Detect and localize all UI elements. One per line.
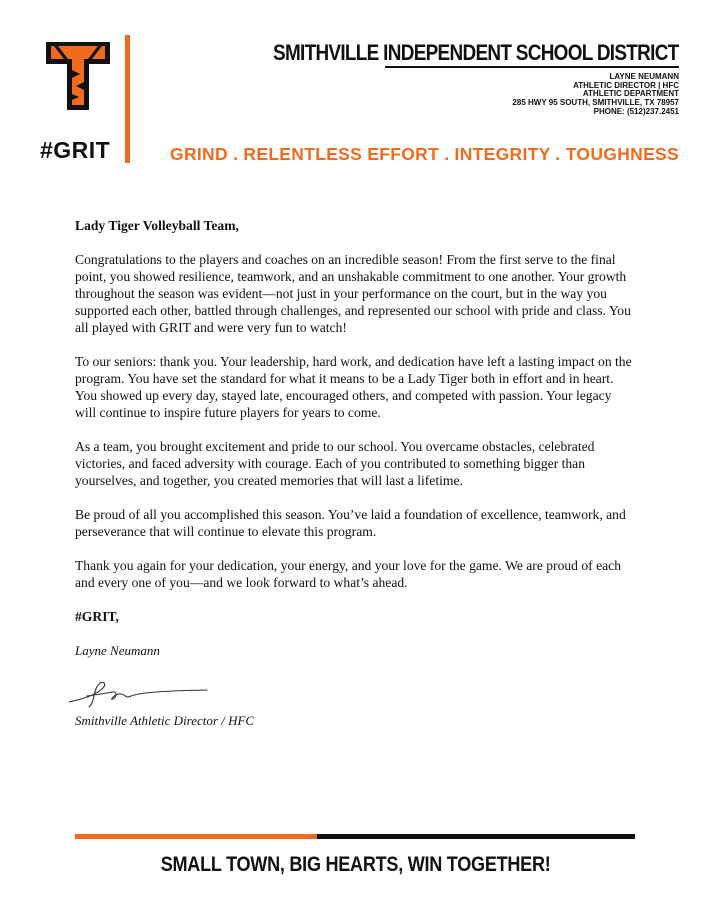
letter-paragraph: Congratulations to the players and coaches on an incredible season! From the first serve to the final point, you showed resilience, teamwork, and an unshakable commitment to one another. Your growth throughout the season was evident—not just in your performance on the court, but in the way you supported each other, battled through challenges, and represented our school with pride and class. You all played with GRIT and were very fun to watch! <box>75 252 631 335</box>
closing: #GRIT, <box>75 609 119 624</box>
letter-paragraph: As a team, you brought excitement and pride to our school. You overcame obstacles, celebrated victories, and faced adversity with courage. Each of you contributed to something bigger than yourselves, and together, you created memories that will last a lifetime. <box>75 439 595 488</box>
salutation: Lady Tiger Volleyball Team, <box>75 218 239 233</box>
footer-bar-black <box>317 834 635 839</box>
district-rule <box>385 66 679 68</box>
footer-slogan-text: SMALL TOWN, BIG HEARTS, WIN TOGETHER! <box>160 853 551 876</box>
district-name: SMITHVILLE INDEPENDENT SCHOOL DISTRICT <box>273 40 679 65</box>
signer-name: Layne Neumann <box>75 643 160 658</box>
footer-bar-orange <box>75 834 317 839</box>
contact-line: PHONE: (512)237.2451 <box>593 106 679 116</box>
contact-line: ATHLETIC DIRECTOR | HFC <box>573 80 679 90</box>
letter-paragraph: Thank you again for your dedication, your energy, and your love for the game. We are proud of each and every one of you—and we look forward to what’s ahead. <box>75 558 621 590</box>
footer-slogan <box>0 853 711 877</box>
letter-paragraph: To our seniors: thank you. Your leadership, hard work, and dedication have left a lasting impact on the program. You have set the standard for what it means to be a Lady Tiger both in effort and in heart. You showed up every day, stayed late, encouraged others, and competed with passion. Your legacy will continue to inspire future players for years to come. <box>75 354 632 420</box>
tiger-t-logo <box>44 40 112 112</box>
letter-paragraph: Be proud of all you accomplished this season. You’ve laid a foundation of excellence, teamwork, and perseverance that will continue to elevate this program. <box>75 507 626 539</box>
contact-line: 285 HWY 95 SOUTH, SMITHVILLE, TX 78957 <box>512 98 679 108</box>
letter-body <box>75 217 635 746</box>
handwritten-signature <box>67 676 217 710</box>
header-divider <box>125 35 130 163</box>
contact-line: LAYNE NEUMANN <box>609 72 679 81</box>
grit-tag: #GRIT <box>40 137 111 163</box>
signer-title: Smithville Athletic Director / HFC <box>75 713 255 728</box>
contact-block <box>512 73 679 117</box>
contact-line: ATHLETIC DEPARTMENT <box>582 89 679 99</box>
motto: GRIND . RELENTLESS EFFORT . INTEGRITY . TOUGHNESS <box>170 144 679 164</box>
